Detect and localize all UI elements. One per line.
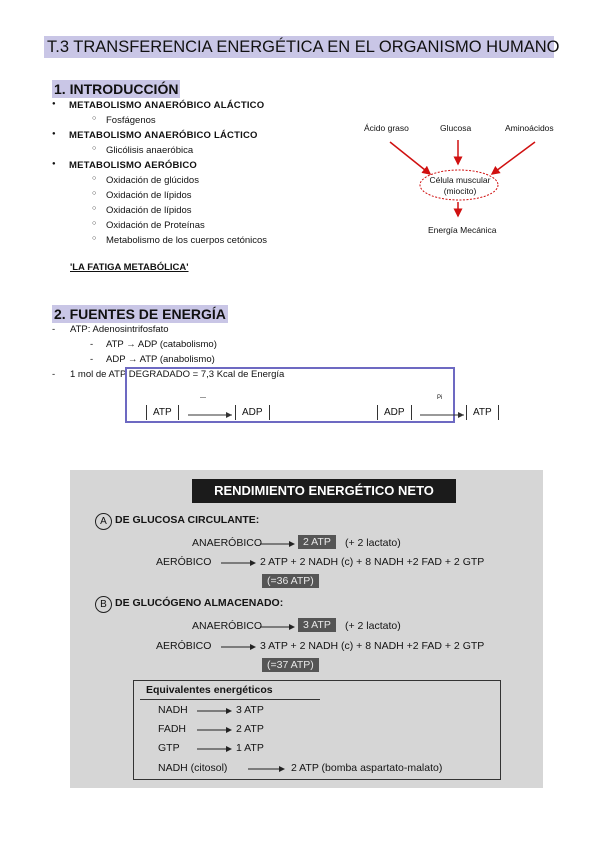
b-anaerobic-value: 3 ATP	[298, 618, 336, 632]
dash-marker: -	[90, 354, 94, 365]
eq-value: 2 ATP (bomba aspartato-malato)	[291, 762, 443, 774]
b-anaerobic-extra: (+ 2 lactato)	[345, 620, 401, 632]
rendimiento-title: RENDIMIENTO ENERGÉTICO NETO	[192, 479, 456, 503]
diagram-output: Energía Mecánica	[428, 225, 497, 235]
arrow-icon	[492, 142, 535, 174]
atp-definition: ATP: Adenosintrifosfato	[70, 324, 169, 335]
a-total: (=36 ATP)	[262, 574, 319, 588]
label-a: A	[95, 513, 112, 530]
diagram-cell-label: Célula muscular	[429, 175, 491, 185]
diagram-arrows	[360, 130, 600, 240]
fatigue-label: 'LA FATIGA METABÓLICA'	[70, 262, 189, 273]
label-b: B	[95, 596, 112, 613]
reaction-2-arrow-icon	[418, 410, 468, 420]
reaction-1-arrow-icon	[186, 410, 236, 420]
list-subitem: ○ Oxidación de lípidos	[106, 190, 192, 201]
anabolism-line: ADP → ATP (anabolismo)	[106, 354, 215, 365]
list-item: ● METABOLISMO AERÓBICO	[69, 160, 197, 171]
reaction-1-to: ADP	[235, 405, 270, 420]
reaction-1-over: —	[200, 395, 206, 401]
equivalents-heading: Equivalentes energéticos	[146, 684, 273, 696]
list-subitem: ○ Metabolismo de los cuerpos cetónicos	[106, 235, 267, 246]
reaction-1-from: ATP	[146, 405, 179, 420]
eq-value: 2 ATP	[236, 723, 264, 735]
reaction-2-to: ATP	[466, 405, 499, 420]
arrow-icon	[390, 142, 430, 174]
list-item: ● METABOLISMO ANAERÓBICO LÁCTICO	[69, 130, 258, 141]
page-title: T.3 TRANSFERENCIA ENERGÉTICA EN EL ORGANISMO HUMANO	[44, 36, 554, 58]
diagram-cell-sublabel: (miocito)	[443, 186, 477, 196]
list-subitem: ○ Fosfágenos	[106, 115, 156, 126]
a-aerobic-label: AERÓBICO	[156, 556, 212, 568]
arrow-icon	[195, 744, 235, 754]
section-2-heading: 2. FUENTES DE ENERGÍA	[54, 306, 226, 322]
list-item: ● METABOLISMO ANAERÓBICO ALÁCTICO	[69, 100, 264, 111]
dash-marker: -	[90, 339, 94, 350]
dash-marker: -	[52, 369, 56, 380]
arrow-icon	[195, 706, 235, 716]
eq-name: GTP	[158, 742, 180, 754]
eq-value: 3 ATP	[236, 704, 264, 716]
b-aerobic-value: 3 ATP + 2 NADH (c) + 8 NADH +2 FAD + 2 GTP	[260, 640, 485, 652]
list-subitem: ○ Oxidación de Proteínas	[106, 220, 205, 231]
section-b-heading: DE GLUCÓGENO ALMACENADO:	[115, 597, 284, 609]
a-anaerobic-extra: (+ 2 lactato)	[345, 537, 401, 549]
diagram-input-amino-acids: Aminoácidos	[505, 123, 554, 133]
eq-name: NADH	[158, 704, 188, 716]
arrow-icon	[258, 622, 298, 632]
energy-line: 1 mol de ATP DEGRADADO = 7,3 Kcal de Energía	[70, 369, 285, 380]
section-a-heading: DE GLUCOSA CIRCULANTE:	[115, 514, 260, 526]
reaction-2-from: ADP	[377, 405, 412, 420]
list-subitem: ○ Oxidación de glúcidos	[106, 175, 199, 186]
eq-name: FADH	[158, 723, 187, 735]
eq-name: NADH (citosol)	[158, 762, 228, 774]
a-aerobic-value: 2 ATP + 2 NADH (c) + 8 NADH +2 FAD + 2 GTP	[260, 556, 485, 568]
arrow-icon	[258, 539, 298, 549]
arrow-icon	[219, 642, 259, 652]
list-subitem: ○ Oxidación de lípidos	[106, 205, 192, 216]
eq-value: 1 ATP	[236, 742, 264, 754]
b-anaerobic-label: ANAERÓBICO	[192, 620, 263, 632]
b-aerobic-label: AERÓBICO	[156, 640, 212, 652]
a-anaerobic-label: ANAERÓBICO	[192, 537, 263, 549]
reaction-2-over: Pi	[437, 395, 443, 401]
diagram-input-fatty-acid: Ácido graso	[364, 123, 409, 133]
a-anaerobic-value: 2 ATP	[298, 535, 336, 549]
catabolism-line: ATP → ADP (catabolismo)	[106, 339, 217, 350]
divider	[140, 699, 320, 700]
list-subitem: ○ Glicólisis anaeróbica	[106, 145, 193, 156]
diagram-input-glucose: Glucosa	[440, 123, 472, 133]
dash-marker: -	[52, 324, 56, 335]
arrow-icon	[195, 725, 235, 735]
arrow-icon	[246, 764, 288, 774]
arrow-icon	[219, 558, 259, 568]
b-total: (=37 ATP)	[262, 658, 319, 672]
section-1-heading: 1. INTRODUCCIÓN	[54, 81, 179, 97]
